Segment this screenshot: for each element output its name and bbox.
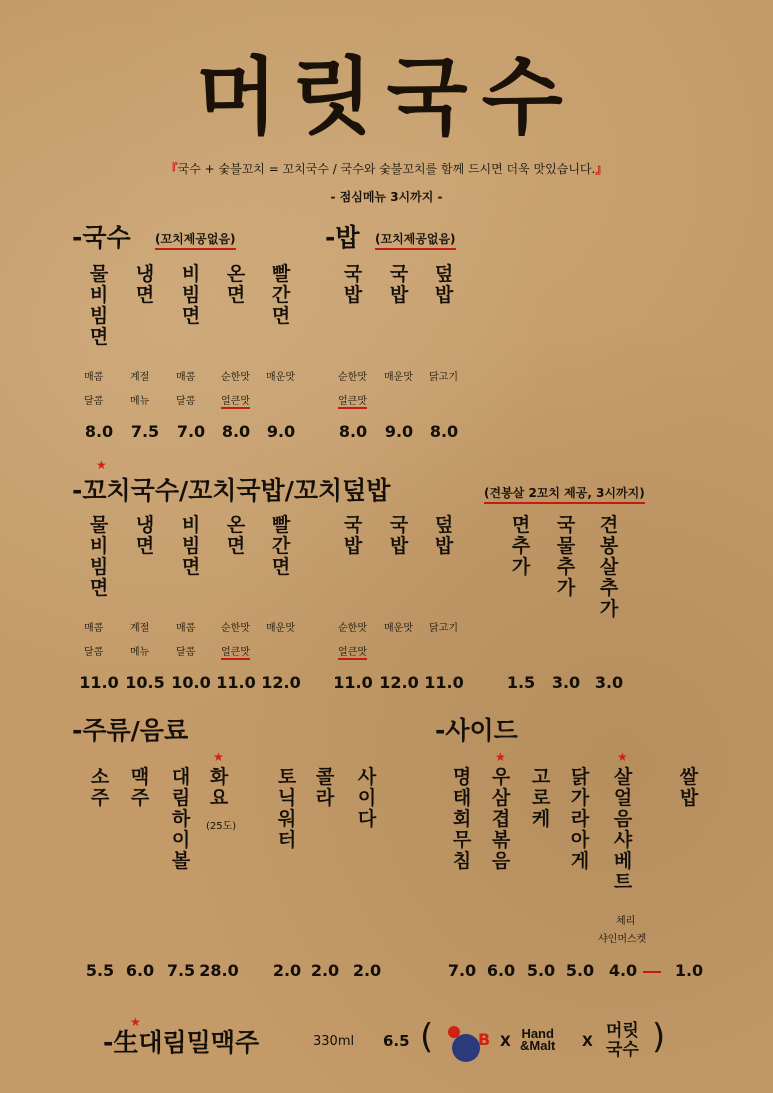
- noodle-options-0: [84, 366, 103, 414]
- skewer-noodle-option-1-a: 계절: [130, 623, 150, 634]
- side-name-1: 우삼겹볶음: [491, 766, 511, 872]
- brand-logo-meoritguksu: [606, 1022, 639, 1060]
- noodle-name-4: 빨간면: [271, 263, 291, 327]
- drink-price-1: 6.0: [125, 961, 155, 980]
- brand-logo-ob: [440, 1022, 496, 1064]
- tagline-open-bracket: 『: [165, 162, 178, 176]
- skewer-star-icon: ★: [96, 458, 107, 472]
- rice-option-0-a: 순한맛: [338, 372, 367, 383]
- collab-x-1: X: [500, 1034, 511, 1050]
- rice-heading: -밥: [325, 223, 360, 252]
- skewer-rice-options-1: [384, 617, 413, 665]
- skewer-noodle-options-1: [130, 617, 149, 665]
- rice-option-1-b: [384, 390, 413, 414]
- handmalt-line2: &Malt: [520, 1038, 556, 1053]
- noodle-option-3-a: 순한맛: [221, 372, 250, 383]
- tagline: [0, 160, 773, 177]
- skewer-extra-price-0: 1.5: [506, 673, 536, 692]
- skewer-rice-options-2: [429, 617, 458, 665]
- logo-o-icon: [448, 1026, 460, 1038]
- skewer-noodle-name-4: 빨간면: [271, 514, 291, 578]
- noodle-option-3-b-text: 얼큰맛: [221, 396, 250, 407]
- skewer-noodle-name-1: 냉면: [135, 514, 155, 557]
- tagline-text: 국수 + 숯불꼬치 = 꼬치국수 / 국수와 숯불꼬치를 함께 드시면 더욱 맛있습니다.: [177, 162, 596, 176]
- skewer-noodle-option-1-b: 메뉴: [130, 647, 150, 658]
- side-name-3: 닭가라아게: [570, 766, 590, 872]
- menu-title: 머릿국수: [196, 47, 577, 146]
- noodle-option-3-b: [221, 390, 250, 414]
- brand3-line2: 국수: [606, 1040, 639, 1060]
- skewer-noodle-name-0: 물비빔면: [89, 514, 109, 599]
- handmalt-line1: Hand: [521, 1026, 554, 1041]
- side-sub2-4: 샤인머스켓: [598, 934, 647, 945]
- brand-logo-handmalt: [520, 1028, 555, 1052]
- noodle-price-0: 8.0: [84, 422, 114, 441]
- noodle-options-4: [266, 366, 295, 414]
- rice-option-2-b: [429, 390, 458, 414]
- rice-price-0: 8.0: [338, 422, 368, 441]
- skewer-noodle-options-2: [176, 617, 195, 665]
- skewer-noodle-name-2: 비빔면: [181, 514, 201, 578]
- skewer-noodle-options-3: [221, 617, 250, 665]
- noodle-note: (꼬치제공없음): [155, 230, 236, 250]
- noodle-name-2: 비빔면: [181, 263, 201, 327]
- noodle-option-4-a: 매운맛: [266, 372, 295, 383]
- rice-options-1: [384, 366, 413, 414]
- noodle-option-1-a: 계절: [130, 372, 150, 383]
- skewer-rice-price-1: 12.0: [379, 673, 419, 692]
- lunch-note: - 점심메뉴 3시까지 -: [330, 190, 443, 204]
- drink-price-5: 2.0: [310, 961, 340, 980]
- side-price-3: 5.0: [565, 961, 595, 980]
- skewer-noodle-option-3-b: [221, 641, 250, 665]
- noodle-options-1: [130, 366, 149, 414]
- drink-name-2: 대림하이볼: [171, 766, 191, 872]
- tagline-close-bracket: 』: [595, 162, 608, 176]
- skewer-rice-price-2: 11.0: [424, 673, 464, 692]
- skewer-noodle-price-3: 11.0: [216, 673, 256, 692]
- noodle-name-1: 냉면: [135, 263, 155, 306]
- skewer-noodle-option-4-a: 매운맛: [266, 623, 295, 634]
- rice-price-1: 9.0: [384, 422, 414, 441]
- side-price-2: 5.0: [526, 961, 556, 980]
- collab-x-2: X: [582, 1034, 593, 1050]
- skewer-rice-option-0-b: [338, 641, 367, 665]
- skewer-extra-name-1: 국물추가: [556, 514, 576, 599]
- drink-star-icon-3: ★: [213, 750, 224, 764]
- rice-option-1-a: 매운맛: [384, 372, 413, 383]
- bear-icon: [452, 1034, 480, 1062]
- skewer-noodle-option-0-a: 매콤: [84, 623, 104, 634]
- skewer-rice-options-0: [338, 617, 367, 665]
- skewer-rice-name-0: 국밥: [343, 514, 363, 557]
- skewer-extra-name-0: 면추가: [511, 514, 531, 578]
- noodle-options-3: [221, 366, 250, 414]
- brand3-line1: 머릿: [606, 1021, 639, 1041]
- noodle-option-0-a: 매콤: [84, 372, 104, 383]
- skewer-noodle-price-1: 10.5: [125, 673, 165, 692]
- side-star-icon-4: ★: [617, 750, 628, 764]
- skewer-noodle-option-3-a: 순한맛: [221, 623, 250, 634]
- side-price-separator: [643, 971, 661, 973]
- skewer-noodle-price-0: 11.0: [79, 673, 119, 692]
- drinks-heading: -주류/음료: [72, 716, 189, 745]
- skewer-noodle-price-4: 12.0: [261, 673, 301, 692]
- side-price-1: 6.0: [486, 961, 516, 980]
- skewer-rice-name-1: 국밥: [389, 514, 409, 557]
- skewer-noodle-option-2-a: 매콤: [176, 623, 196, 634]
- side-name-4: 살얼음샤베트: [613, 766, 633, 893]
- beer-price: 6.5: [383, 1032, 410, 1050]
- drink-sub-3: (25도): [206, 821, 237, 832]
- noodle-heading: -국수: [72, 223, 131, 252]
- rice-name-2: 덮밥: [434, 263, 454, 306]
- drink-name-3: 화요: [209, 766, 229, 809]
- noodle-price-4: 9.0: [266, 422, 296, 441]
- drink-name-4: 토닉워터: [277, 766, 297, 851]
- skewer-noodle-options-0: [84, 617, 103, 665]
- skewer-noodle-price-2: 10.0: [171, 673, 211, 692]
- beer-paren-open: (: [420, 1017, 434, 1057]
- skewer-rice-price-0: 11.0: [333, 673, 373, 692]
- drink-price-4: 2.0: [272, 961, 302, 980]
- noodle-option-0-b: 달콤: [84, 396, 104, 407]
- beer-name: -生대림밀맥주: [103, 1028, 260, 1057]
- noodle-name-3: 온면: [226, 263, 246, 306]
- beer-volume: 330ml: [313, 1034, 355, 1049]
- noodle-price-2: 7.0: [176, 422, 206, 441]
- skewer-noodle-option-4-b: [266, 641, 295, 665]
- noodle-price-3: 8.0: [221, 422, 251, 441]
- skewer-noodle-options-4: [266, 617, 295, 665]
- rice-option-0-b-text: 얼큰맛: [338, 396, 367, 407]
- side-price-4: 4.0: [608, 961, 638, 980]
- rice-name-1: 국밥: [389, 263, 409, 306]
- drink-name-0: 소주: [90, 766, 110, 809]
- noodle-option-1-b: 메뉴: [130, 396, 150, 407]
- rice-name-0: 국밥: [343, 263, 363, 306]
- rice-options-2: [429, 366, 458, 414]
- noodle-name-0: 물비빔면: [89, 263, 109, 348]
- side-sub1-4: 체리: [616, 916, 636, 927]
- logo-b-letter: B: [478, 1030, 491, 1049]
- beer-star-icon: ★: [130, 1015, 141, 1029]
- skewer-rice-option-2-b: [429, 641, 458, 665]
- skewer-rice-option-2-a: 닭고기: [429, 623, 458, 634]
- side-star-icon-1: ★: [495, 750, 506, 764]
- rice-option-0-b: [338, 390, 367, 414]
- noodle-options-2: [176, 366, 195, 414]
- skewer-extra-price-1: 3.0: [551, 673, 581, 692]
- side-price-0: 7.0: [447, 961, 477, 980]
- noodle-option-2-b: 달콤: [176, 396, 196, 407]
- side-name-2: 고로케: [531, 766, 551, 830]
- noodle-option-4-b: [266, 390, 295, 414]
- skewer-note: (견봉살 2꼬치 제공, 3시까지): [484, 484, 645, 504]
- side-price-5: 1.0: [674, 961, 704, 980]
- noodle-option-2-a: 매콤: [176, 372, 196, 383]
- side-name-5: 쌀밥: [679, 766, 699, 809]
- skewer-rice-option-1-b: [384, 641, 413, 665]
- skewer-rice-name-2: 덮밥: [434, 514, 454, 557]
- skewer-rice-option-0-b-text: 얼큰맛: [338, 647, 367, 658]
- rice-note: (꼬치제공없음): [375, 230, 456, 250]
- noodle-price-1: 7.5: [130, 422, 160, 441]
- rice-option-2-a: 닭고기: [429, 372, 458, 383]
- drink-name-1: 맥주: [130, 766, 150, 809]
- side-name-0: 명태회무침: [452, 766, 472, 872]
- skewer-rice-option-0-a: 순한맛: [338, 623, 367, 634]
- drink-name-6: 사이다: [357, 766, 377, 830]
- beer-paren-close: ): [652, 1017, 666, 1057]
- rice-price-2: 8.0: [429, 422, 459, 441]
- skewer-noodle-option-0-b: 달콤: [84, 647, 104, 658]
- drink-price-3: 28.0: [199, 961, 239, 980]
- skewer-heading: -꼬치국수/꼬치국밥/꼬치덮밥: [72, 476, 391, 505]
- rice-options-0: [338, 366, 367, 414]
- skewer-noodle-option-2-b: 달콤: [176, 647, 196, 658]
- skewer-extra-name-2: 견봉살추가: [599, 514, 619, 620]
- skewer-noodle-option-3-b-text: 얼큰맛: [221, 647, 250, 658]
- skewer-rice-option-1-a: 매운맛: [384, 623, 413, 634]
- drink-name-5: 콜라: [315, 766, 335, 809]
- drink-price-6: 2.0: [352, 961, 382, 980]
- skewer-extra-price-2: 3.0: [594, 673, 624, 692]
- skewer-noodle-name-3: 온면: [226, 514, 246, 557]
- drink-price-2: 7.5: [166, 961, 196, 980]
- drink-price-0: 5.5: [85, 961, 115, 980]
- side-heading: -사이드: [435, 716, 518, 745]
